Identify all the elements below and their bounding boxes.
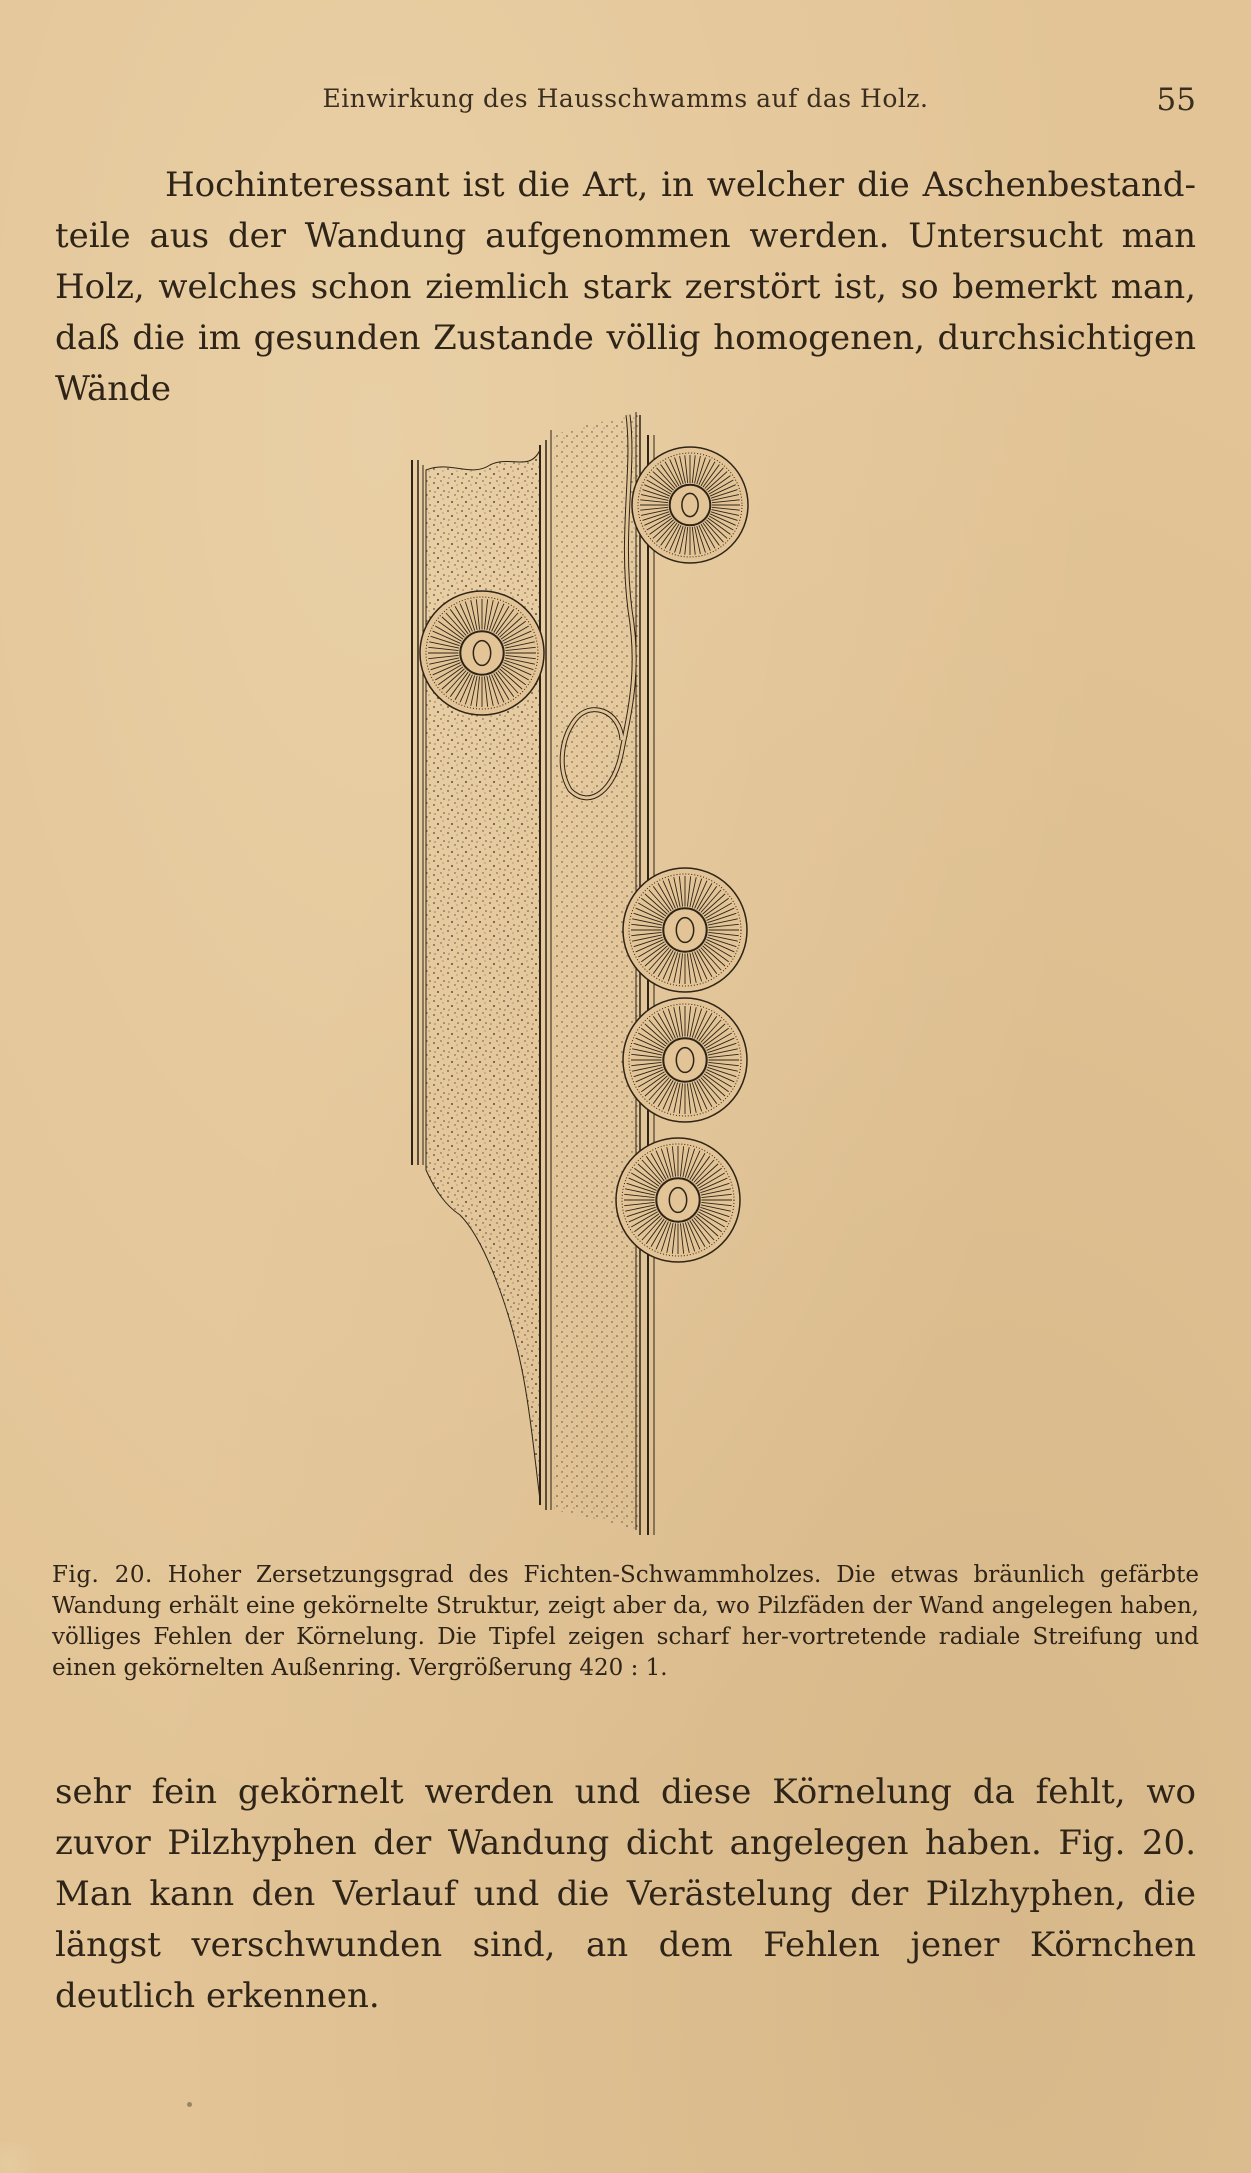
left-cell-wall bbox=[412, 460, 423, 1165]
figure-20-illustration bbox=[390, 410, 810, 1550]
page-header bbox=[55, 82, 1196, 122]
paragraph-1: Hochinteressant ist die Art, in welcher die Aschenbestand-teile aus der Wandung aufgenommen werden. Untersucht man Holz, welches schon ziemlich stark zerstört ist, so bemerkt man, daß die im gesunden Zustande völlig homogenen, durchsichtigen Wände bbox=[55, 165, 1196, 409]
running-head: Einwirkung des Hausschwamms auf das Holz. bbox=[322, 84, 929, 113]
bordered-pit-mid3 bbox=[616, 1138, 740, 1262]
paragraph-2: sehr fein gekörnelt werden und diese Körnelung da fehlt, wo zuvor Pilzhyphen der Wandung dicht angelegen haben. Fig. 20. Man kann den Verlauf und die Verästelung der Pilzhyphen, die längst verschwunden sind, an dem Fehlen jener Körnchen deutlich erkennen. bbox=[55, 1772, 1196, 2016]
page-speck bbox=[187, 2102, 192, 2107]
bordered-pit-mid2 bbox=[623, 998, 747, 1122]
figure-caption bbox=[52, 1560, 1199, 1684]
middle-cell-wall bbox=[540, 430, 551, 1510]
figure-caption-text: Hoher Zersetzungsgrad des Fichten-Schwammholzes. Die etwas bräunlich gefärbte Wandung erhält eine gekörnelte Struktur, zeigt aber da, wo Pilzfäden der Wand angelegen haben, völliges Fehlen der Körnelung. Die Tipfel zeigen scharf her-vortretende radiale Streifung und einen gekörnelten Außenring. Vergrößerung 420 : 1. bbox=[52, 1562, 1199, 1681]
bordered-pit-mid1 bbox=[623, 868, 747, 992]
bordered-pit-left bbox=[420, 591, 544, 715]
page-corner-wear bbox=[0, 2143, 60, 2173]
bordered-pit-top bbox=[632, 447, 748, 563]
wood-cell-drawing bbox=[390, 410, 810, 1550]
page-number: 55 bbox=[1156, 82, 1196, 118]
figure-label: Fig. 20. bbox=[52, 1562, 153, 1588]
